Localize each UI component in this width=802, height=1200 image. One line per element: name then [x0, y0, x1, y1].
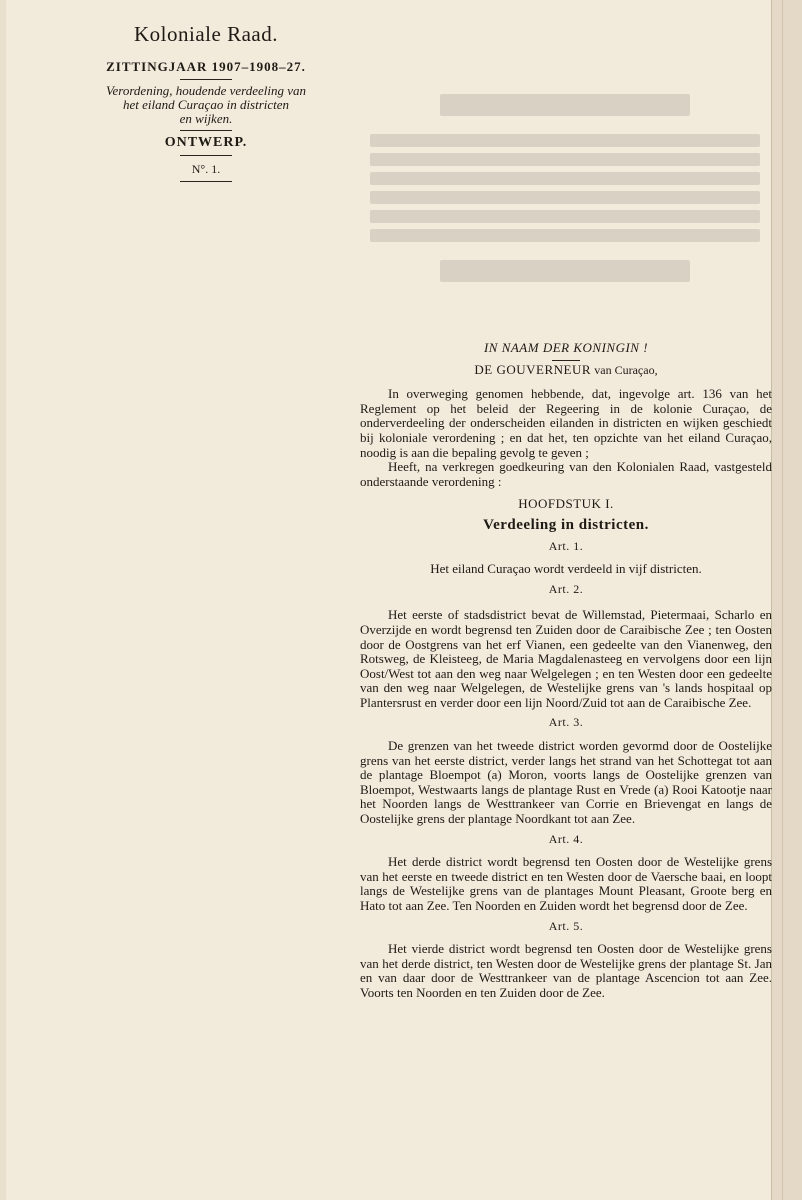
- session-year: ZITTINGJAAR 1907–1908–27.: [106, 59, 306, 74]
- bleed-through-texture: [370, 90, 760, 300]
- chapter-heading: HOOFDSTUK I.: [518, 496, 614, 512]
- binding-strip: [771, 0, 802, 1200]
- description-line: Verordening, houdende verdeeling van: [106, 83, 306, 98]
- article-heading: Art. 1.: [548, 538, 584, 553]
- bleed-line: [370, 191, 760, 204]
- document-number: N°. 1.: [191, 162, 221, 176]
- article-heading: Art. 2.: [548, 581, 584, 596]
- preamble-paragraph: Heeft, na verkregen goedkeuring van den Kolonialen Raad, vastgesteld onderstaande verordening :: [360, 459, 772, 489]
- invocation-rule: [552, 360, 580, 361]
- council-title: Koloniale Raad.: [134, 22, 278, 46]
- description-line: en wijken.: [179, 111, 233, 126]
- chapter-title: Verdeeling in districten.: [483, 516, 649, 533]
- document-header: [60, 22, 352, 186]
- bleed-line: [370, 229, 760, 242]
- binding-strip-line: [782, 0, 783, 1200]
- header-rule: [180, 130, 232, 131]
- article-heading: Art. 5.: [548, 918, 584, 933]
- bleed-line: [370, 172, 760, 185]
- bleed-line: [370, 153, 760, 166]
- bleed-line: [440, 260, 690, 282]
- article-text: Het eerste of stadsdistrict bevat de Willemstad, Pietermaai, Scharlo en Overzijde en wordt begrensd ten Zuiden door de Caraibische Zee ; ten Oosten door de Oostgrens van het erf Vianen, een gedeelte van den Vianenweg, den Rotsweg, de Kleisteeg, de Maria Magdalenasteeg en vervolgens door een lijn Oost/West tot aan den weg naar Welgelegen ; en ten Westen door een gedeelte van den weg naar Welgelegen, de Westelijke grens van 's lands hospitaal op Plantersrust en verder door een lijn Noord/Zuid tot aan de Caraibische Zee.: [360, 607, 772, 710]
- article-text: Het eiland Curaçao wordt verdeeld in vijf districten.: [430, 561, 702, 577]
- article-text: Het vierde district wordt begrensd ten Oosten door de Westelijke grens van het derde district, ten Westen door de Westelijke grens der plantage St. Jan en van daar door de Westtrankeer van de plantage Ascencion tot aan Zee. Voorts ten Noorden en ten Zuiden door de Zee.: [360, 941, 772, 1000]
- description-line: het eiland Curaçao in districten: [122, 97, 290, 112]
- invocation: IN NAAM DER KONINGIN !: [483, 340, 649, 355]
- ordinance-description: [60, 84, 352, 126]
- bleed-line: [440, 94, 690, 116]
- header-rule: [180, 155, 232, 156]
- governor-name: DE GOUVERNEUR: [474, 361, 592, 377]
- governor-place: van Curaçao,: [594, 362, 658, 377]
- governor-line: [360, 363, 772, 378]
- bleed-line: [370, 210, 760, 223]
- article-heading: Art. 3.: [548, 715, 584, 730]
- draft-label: ONTWERP.: [164, 135, 248, 150]
- header-rule: [180, 79, 232, 80]
- article-heading: Art. 4.: [548, 831, 584, 846]
- preamble-paragraph: In overweging genomen hebbende, dat, ingevolge art. 136 van het Reglement op het beleid der Regeering in de kolonie Curaçao, de onderverdeeling der onderscheiden eilanden in districten en wijken geschiedt bij koloniale verordening ; en dat het, ten opzichte van het eiland Curaçao, noodig is aan die bepaling gevolg te geven ;: [360, 386, 772, 460]
- article-text: Het derde district wordt begrensd ten Oosten door de Westelijke grens van het eerste en tweede district en ten Westen door de Vaersche baai, en loopt langs de Westelijke grens van de plantages Mount Pleasant, Groote berg en Hato tot aan Zee. Ten Noorden en Zuiden wordt het begrensd door de Zee.: [360, 854, 772, 913]
- page-left-edge: [0, 0, 6, 1200]
- ordinance-body: [360, 341, 772, 1001]
- bleed-line: [370, 134, 760, 147]
- article-text: De grenzen van het tweede district worden gevormd door de Oostelijke grens van het eerste district, verder langs het strand van het Schottegat tot aan de plantage Bloempot (a) Moron, voorts langs de Oostelijke grenzen van Bloempot, Westwaarts langs de plantage Rust en Vrede (a) Rooi Katootje naar het Noorden langs de Westtrankeer van Corrie en Brievengat en langs de Oostelijke grens der plantage Noordkant tot aan Zee.: [360, 738, 772, 827]
- header-rule: [180, 181, 232, 182]
